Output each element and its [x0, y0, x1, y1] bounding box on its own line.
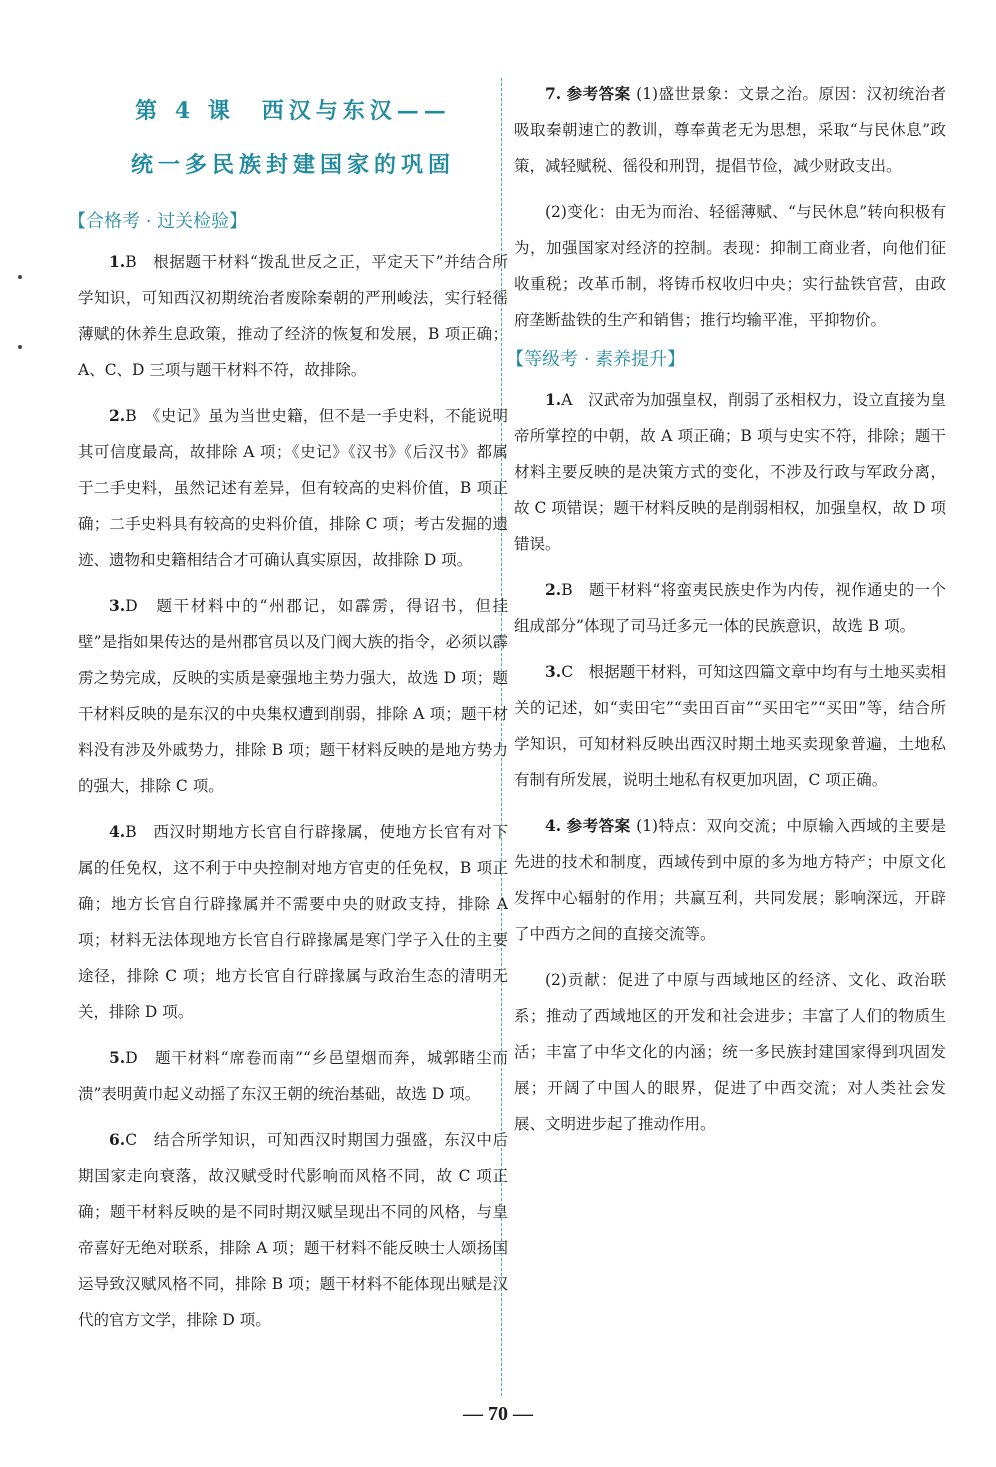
answer-item: 5.D 题干材料“席卷而南”“乡邑望烟而奔，城郭睹尘而溃”表明黄巾起义动摇了东汉王朝的统治基础，故选 D 项。: [78, 1048, 508, 1103]
answer-item: 2.B 题干材料“将蛮夷民族史作为内传，视作通史的一个组成部分”体现了司马迁多元一体的民族意识，故选 B 项。: [514, 580, 946, 635]
lesson-title: [78, 84, 508, 192]
answer-item-q4: 4. 参考答案 (1)特点：双向交流；中原输入西域的主要是先进的技术和制度，西域传到中原的多为地方特产；中原文化发挥中心辐射的作用；共赢互利，共同发展；影响深远，开辟了中西方之间的直接交流等。: [514, 816, 946, 943]
answer-paragraph: (2)贡献：促进了中原与西域地区的经济、文化、政治联系；推动了西域地区的开发和社会进步；丰富了人们的物质生活；丰富了中华文化的内涵；统一多民族封建国家得到巩固发展；开阔了中国人的眼界，促进了中西交流；对人类社会发展、文明进步起了推动作用。: [514, 971, 946, 1133]
section-heading-advanced: 【等级考 · 素养提升】: [506, 349, 686, 370]
answer-item-q7: 7. 参考答案 (1)盛世景象：文景之治。原因：汉初统治者吸取秦朝速亡的教训，尊奉黄老无为思想，采取“与民休息”政策，减轻赋税、徭役和刑罚，提倡节俭，减少财政支出。: [514, 84, 946, 175]
page-number: — 70 —: [463, 1403, 533, 1425]
right-column: [506, 76, 946, 1152]
answer-item: 1.A 汉武帝为加强皇权，削弱了丞相权力，设立直接为皇帝所掌控的中朝，故 A 项正确；B 项与史实不符，排除；题干材料主要反映的是决策方式的变化，不涉及行政与军政分离，故 C 项错误；题干材料反映的是削弱相权，加强皇权，故 D 项错误。: [514, 390, 946, 553]
left-column: [68, 84, 508, 1348]
answer-paragraph: (2)变化：由无为而治、轻徭薄赋、“与民休息”转向积极有为，加强国家对经济的控制。表现：抑制工商业者，向他们征收重税；改革币制，将铸币权收归中央；实行盐铁官营，由政府垄断盐铁的生产和销售；推行均输平准，平抑物价。: [514, 203, 946, 329]
title-line-2: 统一多民族封建国家的巩固: [130, 152, 455, 178]
answer-item: 3.C 根据题干材料，可知这四篇文章中均有与土地买卖相关的记述，如“卖田宅”“卖田百亩”“买田宅”“买田”等，结合所学知识，可知材料反映出西汉时期土地买卖现象普遍，土地私有制有所发展，说明土地私有权更加巩固，C 项正确。: [514, 662, 946, 789]
answer-item: 2.B 《史记》虽为当世史籍，但不是一手史料，不能说明其可信度最高，故排除 A 项；《史记》《汉书》《后汉书》都属于二手史料，虽然记述有差异，但有较高的史料价值，B 项正确；二手史料具有较高的史料价值，排除 C 项；考古发掘的遗迹、遗物和史籍相结合才可确认真实原因，故排除 D 项。: [78, 406, 508, 569]
answer-item: 6.C 结合所学知识，可知西汉时期国力强盛，东汉中后期国家走向衰落，故汉赋受时代影响而风格不同，故 C 项正确；题干材料反映的是不同时期汉赋呈现出不同的风格，与皇帝喜好无绝对联系，排除 A 项；题干材料不能反映士人颂扬国运导致汉赋风格不同，排除 B 项；题干材料不能体现出赋是汉代的官方文学，排除 D 项。: [78, 1130, 508, 1329]
answer-item: 3.D 题干材料中的“州郡记，如霹雳，得诏书，但挂壁”是指如果传达的是州郡官员以及门阀大族的指令，必须以霹雳之势完成，反映的实质是豪强地主势力强大，故选 D 项；题干材料反映的是东汉的中央集权遭到削弱，排除 A 项；题干材料没有涉及外戚势力，排除 B 项；题干材料反映的是地方势力的强大，排除 C 项。: [78, 596, 508, 795]
margin-mark: [18, 345, 22, 349]
section-heading-basic: 【合格考 · 过关检验】: [68, 211, 248, 232]
answer-item: 4.B 西汉时期地方长官自行辟掾属，使地方长官有对下属的任免权，这不利于中央控制对地方官吏的任免权，B 项正确；地方长官自行辟掾属并不需要中央的财政支持，排除 A 项；材料无法体现地方长官自行辟掾属是寒门学子入仕的主要途径，排除 C 项；地方长官自行辟掾属与政治生态的清明无关，排除 D 项。: [78, 822, 508, 1021]
margin-mark: [18, 275, 22, 279]
title-line-1: 第 4 课 西汉与东汉——: [135, 98, 451, 124]
answer-item: 1.B 根据题干材料“拨乱世反之正，平定天下”并结合所学知识，可知西汉初期统治者废除秦朝的严刑峻法，实行轻徭薄赋的休养生息政策，推动了经济的恢复和发展，B 项正确；A、C、D 三项与题干材料不符，故排除。: [78, 252, 508, 379]
